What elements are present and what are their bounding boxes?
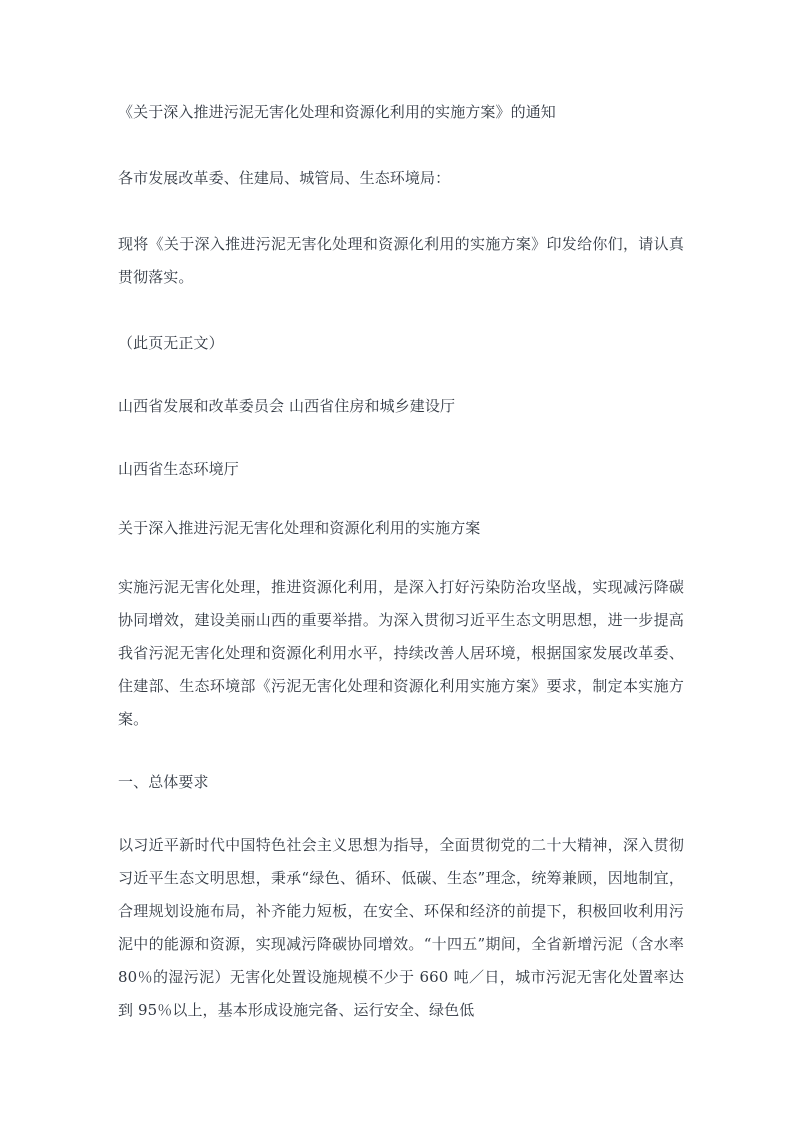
document-body bbox=[118, 96, 684, 1027]
notice-title: 《关于深入推进污泥无害化处理和资源化利用的实施方案》的通知 bbox=[118, 103, 556, 121]
signature-line-1: 山西省发展和改革委员会 山西省住房和城乡建设厅 bbox=[118, 397, 456, 415]
section-1-heading: 一、总体要求 bbox=[118, 773, 209, 791]
signature-line-2: 山西省生态环境厅 bbox=[118, 460, 239, 478]
transmittal-paragraph: 现将《关于深入推进污泥无害化处理和资源化利用的实施方案》印发给你们，请认真贯彻落实。 bbox=[118, 235, 684, 286]
plan-title: 关于深入推进污泥无害化处理和资源化利用的实施方案 bbox=[118, 519, 481, 537]
no-text-note: （此页无正文） bbox=[118, 334, 224, 352]
preamble-paragraph: 实施污泥无害化处理，推进资源化利用，是深入打好污染防治攻坚战，实现减污降碳协同增效，建设美丽山西的重要举措。为深入贯彻习近平生态文明思想，进一步提高我省污泥无害化处理和资源化利用水平，持续改善人居环境，根据国家发展改革委、住建部、生态环境部《污泥无害化处理和资源化利用实施方案》要求，制定本实施方案。 bbox=[118, 578, 684, 728]
addressee-line: 各市发展改革委、住建局、城管局、生态环境局： bbox=[118, 169, 451, 187]
section-1-body: 以习近平新时代中国特色社会主义思想为指导，全面贯彻党的二十大精神，深入贯彻习近平生态文明思想，秉承“绿色、循环、低碳、生态”理念，统筹兼顾，因地制宜，合理规划设施布局，补齐能力短板，在安全、环保和经济的前提下，积极回收利用污泥中的能源和资源，实现减污降碳协同增效。“十四五”期间，全省新增污泥（含水率 80％的湿污泥）无害化处置设施规模不少于 660 吨／日，城市污泥无害化处置率达到 95％以上，基本形成设施完备、运行安全、绿色低 bbox=[118, 836, 684, 1019]
